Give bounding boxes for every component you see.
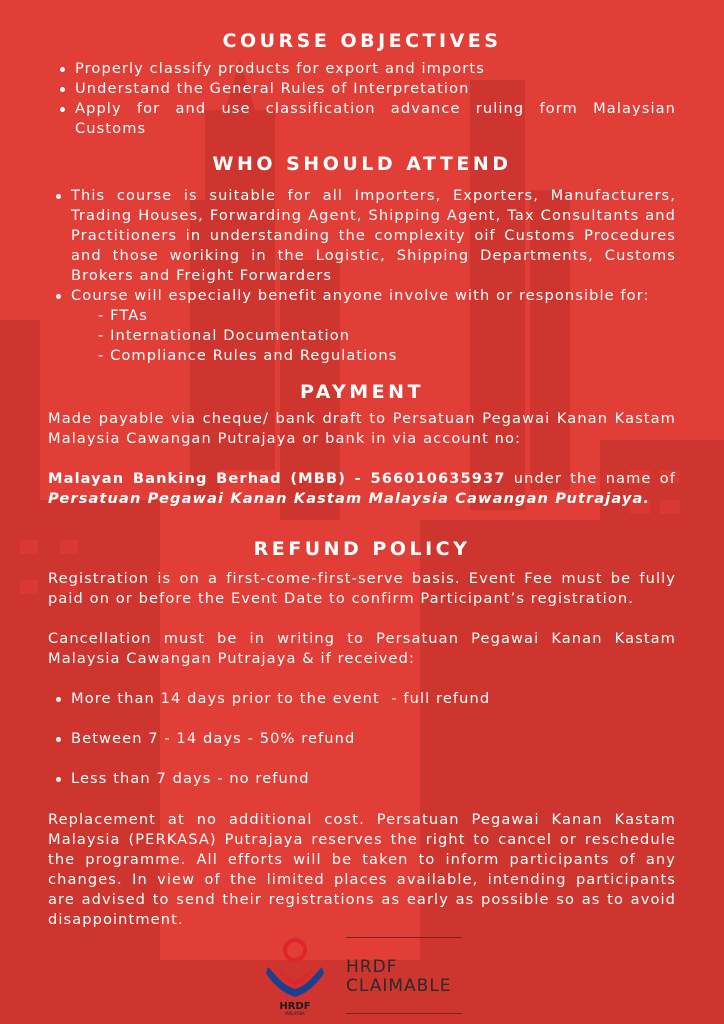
payment-heading: PAYMENT — [299, 381, 425, 403]
course-objectives-heading: COURSE OBJECTIVES — [222, 30, 502, 52]
who-should-attend-heading: WHO SHOULD ATTEND — [212, 153, 512, 175]
refund-tier: Between 7 - 14 days - 50% refund — [48, 729, 676, 749]
account-holder-name: Persatuan Pegawai Kanan Kastam Malaysia Cawangan Putrajaya. — [48, 490, 651, 507]
attend-item: This course is suitable for all Importers, Exporters, Manufacturers, Trading Houses, Forwarding Agent, Shipping Agent, Tax Consultants and Practitioners in understanding the complexity oif Customs Procedures and those woriking in the Logistic, Shipping Departments, Customs Brokers and Freight Forwarders — [48, 186, 676, 286]
refund-para-registration: Registration is on a first-come-first-serve basis. Event Fee must be fully paid on or before the Event Date to confirm Participant’s registration. — [48, 570, 676, 607]
bullet-icon — [56, 697, 61, 702]
refund-para-replacement: Replacement at no additional cost. Persatuan Pegawai Kanan Kastam Malaysia (PERKASA) Putrajaya reserves the right to cancel or reschedule the programme. All efforts will be taken to inform participants of any changes. In view of the limited places available, intending participants are advised to send their registrations as early as possible so as to avoid disappointment. — [48, 811, 676, 928]
bullet-icon — [60, 67, 65, 72]
refund-tier: More than 14 days prior to the event - full refund — [48, 689, 676, 709]
attend-item: Course will especially benefit anyone involve with or responsible for: — [48, 286, 676, 306]
bullet-icon — [56, 294, 61, 299]
hrdf-logo — [262, 937, 328, 1017]
attend-sub-item: - International Documentation — [98, 327, 351, 344]
bullet-icon — [56, 737, 61, 742]
refund-para-cancellation: Cancellation must be in writing to Persatuan Pegawai Kanan Kastam Malaysia Cawangan Putrajaya & if received: — [48, 630, 676, 667]
hrdf-logo-text: HRDF — [279, 1001, 311, 1012]
course-objectives-list — [48, 59, 676, 139]
footer-divider-top — [346, 937, 462, 938]
footer-divider-bottom — [346, 1013, 462, 1014]
attend-sub-item: - Compliance Rules and Regulations — [98, 347, 398, 364]
bullet-icon — [56, 777, 61, 782]
objective-item: Apply for and use classification advance ruling form Malaysian Customs — [48, 99, 676, 139]
objective-item: Understand the General Rules of Interpretation — [48, 79, 676, 99]
hrdf-claimable-label: HRDF CLAIMABLE — [346, 957, 452, 996]
refund-tier: Less than 7 days - no refund — [48, 769, 676, 789]
payment-intro: Made payable via cheque/ bank draft to Persatuan Pegawai Kanan Kastam Malaysia Cawangan Putrajaya or bank in via account no: — [48, 410, 676, 447]
under-name-text: under the name of — [505, 470, 676, 487]
bullet-icon — [56, 194, 61, 199]
objective-item: Properly classify products for export and imports — [48, 59, 676, 79]
bullet-icon — [60, 87, 65, 92]
refund-policy-heading: REFUND POLICY — [253, 538, 471, 560]
who-should-attend-list — [48, 186, 676, 366]
bullet-icon — [60, 107, 65, 112]
payment-bank-details — [48, 469, 676, 509]
hrdf-logo-subtext: MALAYSIA — [285, 1011, 305, 1016]
bank-account: Malayan Banking Berhad (MBB) - 566010635937 — [48, 470, 506, 487]
attend-sub-item: - FTAs — [98, 307, 149, 324]
